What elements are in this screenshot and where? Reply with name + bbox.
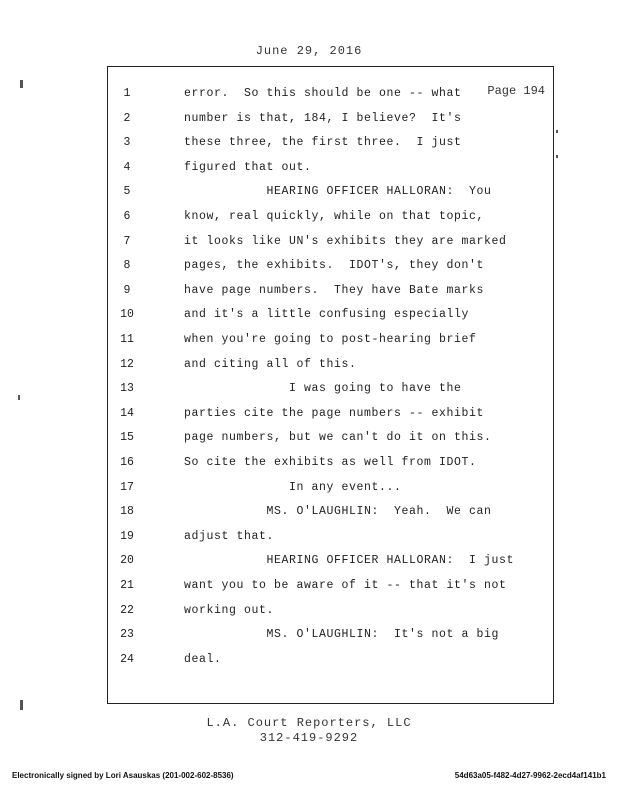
transcript-line bbox=[108, 205, 555, 229]
line-number: 2 bbox=[123, 111, 131, 125]
line-text: HEARING OFFICER HALLORAN: I just bbox=[184, 554, 515, 568]
scan-speck bbox=[556, 155, 558, 158]
line-number: 19 bbox=[120, 529, 134, 543]
line-text: want you to be aware of it -- that it's not bbox=[184, 579, 507, 592]
transcript-line bbox=[108, 426, 555, 450]
transcript-line bbox=[108, 549, 555, 573]
line-text: I was going to have the bbox=[184, 382, 462, 396]
reporter-phone: 312-419-9292 bbox=[259, 731, 359, 745]
transcript-line bbox=[108, 500, 555, 524]
document-id: 54d63a05-f482-4d27-9962-2ecd4af141b1 bbox=[454, 771, 606, 780]
line-text: when you're going to post-hearing brief bbox=[184, 333, 477, 346]
line-number: 3 bbox=[123, 136, 131, 150]
transcript-line bbox=[108, 451, 555, 475]
transcript-line bbox=[108, 131, 555, 155]
transcript-line bbox=[108, 230, 555, 254]
line-number: 13 bbox=[120, 382, 134, 396]
line-number: 15 bbox=[120, 431, 134, 445]
scan-speck bbox=[20, 80, 23, 88]
line-text: MS. O'LAUGHLIN: Yeah. We can bbox=[184, 505, 492, 519]
line-number: 4 bbox=[123, 160, 131, 174]
line-text: MS. O'LAUGHLIN: It's not a big bbox=[184, 628, 500, 642]
line-number: 1 bbox=[123, 87, 131, 100]
line-number: 16 bbox=[120, 456, 134, 469]
line-number: 24 bbox=[120, 652, 134, 666]
transcript-line bbox=[108, 574, 555, 598]
transcript-line bbox=[108, 303, 555, 327]
line-text: deal. bbox=[184, 652, 222, 666]
line-text: So cite the exhibits as well from IDOT. bbox=[184, 456, 477, 469]
line-text: page numbers, but we can't do it on this. bbox=[184, 431, 492, 445]
line-number: 17 bbox=[120, 480, 134, 494]
transcript-line bbox=[108, 599, 555, 623]
transcript-line bbox=[108, 279, 555, 303]
line-text: adjust that. bbox=[184, 529, 275, 543]
line-text: and citing all of this. bbox=[184, 357, 357, 371]
line-text: figured that out. bbox=[184, 160, 312, 174]
transcript-line bbox=[108, 623, 555, 647]
transcript-date: June 29, 2016 bbox=[255, 44, 363, 58]
line-text: these three, the first three. I just bbox=[184, 136, 462, 150]
transcript-page-frame bbox=[107, 66, 554, 704]
line-number: 20 bbox=[120, 554, 134, 568]
transcript-line bbox=[108, 377, 555, 401]
line-number: 14 bbox=[120, 406, 134, 420]
line-text: it looks like UN's exhibits they are marked bbox=[184, 234, 507, 248]
line-text: number is that, 184, I believe? It's bbox=[184, 111, 462, 125]
line-text: In any event... bbox=[184, 480, 402, 494]
line-number: 12 bbox=[120, 357, 134, 371]
scan-speck bbox=[556, 130, 558, 133]
line-text: pages, the exhibits. IDOT's, they don't bbox=[184, 259, 485, 273]
transcript-line bbox=[108, 107, 555, 131]
line-text: have page numbers. They have Bate marks bbox=[184, 283, 485, 297]
line-text: and it's a little confusing especially bbox=[184, 308, 470, 322]
line-number: 18 bbox=[120, 505, 134, 519]
line-number: 7 bbox=[123, 234, 131, 248]
line-text: HEARING OFFICER HALLORAN: You bbox=[184, 185, 492, 199]
transcript-line bbox=[108, 82, 555, 106]
transcript-line bbox=[108, 525, 555, 549]
transcript-line bbox=[108, 156, 555, 180]
transcript-line bbox=[108, 180, 555, 204]
line-text: know, real quickly, while on that topic, bbox=[184, 210, 485, 223]
line-text: working out. bbox=[184, 603, 275, 617]
scan-speck bbox=[18, 395, 20, 400]
electronic-signature: Electronically signed by Lori Asauskas (201-002-602-8536) bbox=[12, 771, 234, 780]
transcript-line bbox=[108, 476, 555, 500]
page-number: Page 194 bbox=[487, 84, 545, 98]
reporter-company: L.A. Court Reporters, LLC bbox=[206, 716, 412, 730]
transcript-line bbox=[108, 648, 555, 672]
line-number: 11 bbox=[120, 333, 134, 346]
line-number: 22 bbox=[120, 603, 134, 617]
line-number: 6 bbox=[123, 210, 131, 223]
transcript-line bbox=[108, 254, 555, 278]
line-number: 9 bbox=[123, 283, 131, 297]
transcript-line bbox=[108, 353, 555, 377]
line-number: 8 bbox=[123, 259, 131, 273]
line-text: parties cite the page numbers -- exhibit bbox=[184, 406, 485, 420]
line-number: 10 bbox=[120, 308, 134, 322]
line-number: 5 bbox=[123, 185, 131, 199]
line-number: 23 bbox=[120, 628, 134, 642]
scan-speck bbox=[20, 700, 23, 710]
line-text: error. So this should be one -- what bbox=[184, 87, 462, 100]
transcript-line bbox=[108, 328, 555, 352]
transcript-line bbox=[108, 402, 555, 426]
line-number: 21 bbox=[120, 579, 134, 592]
